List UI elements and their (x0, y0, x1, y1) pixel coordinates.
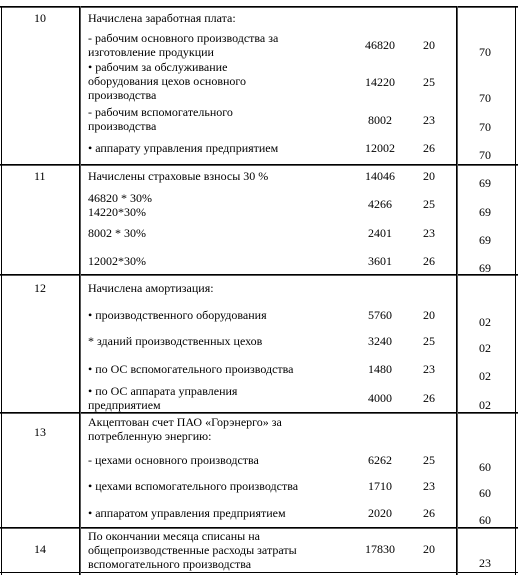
entry-credit: 69 (479, 233, 491, 247)
entry-debit: 26 (423, 254, 435, 268)
col-line (515, 6, 516, 575)
entry-amount: 1710 (368, 479, 392, 493)
col-line (1, 6, 2, 575)
entry-credit: 02 (479, 369, 491, 383)
entry-credit: 02 (479, 341, 491, 355)
entry-credit: 60 (479, 513, 491, 527)
entry-credit: 02 (479, 398, 491, 412)
entry-credit: 70 (479, 45, 491, 59)
entry-text: • по ОС аппарата управления предприятием (88, 384, 238, 412)
entry-credit: 70 (479, 91, 491, 105)
entry-debit: 20 (423, 38, 435, 52)
entry-amount: 2020 (368, 506, 392, 520)
entry-amount: 3240 (368, 334, 392, 348)
entry-amount: 4266 (368, 197, 392, 211)
entry-amount: 6262 (368, 453, 392, 467)
entry-debit: 23 (423, 113, 435, 127)
entry-debit: 25 (423, 75, 435, 89)
entry-amount: 1480 (368, 362, 392, 376)
entry-text: - цехами основного производства (88, 453, 259, 467)
entry-text: • аппарату управления предприятием (88, 141, 279, 155)
row-heading: По окончании месяца списаны на общепроизводственные расходы затраты вспомогательного производства (88, 529, 297, 571)
col-line (80, 6, 81, 575)
entry-amount: 46820 (365, 38, 395, 52)
entry-debit: 25 (423, 453, 435, 467)
table-border-top-2 (0, 7, 518, 8)
entry-text: 8002 * 30% (88, 226, 146, 240)
row-divider (0, 413, 518, 414)
row-number: 14 (34, 542, 46, 556)
entry-amount: 3601 (368, 254, 392, 268)
entry-text: 14220*30% (88, 205, 146, 219)
entry-credit: 60 (479, 460, 491, 474)
entry-credit: 69 (479, 176, 491, 190)
entry-debit: 23 (423, 226, 435, 240)
entry-debit: 26 (423, 506, 435, 520)
entry-credit: 23 (479, 556, 491, 570)
table-border-bottom (0, 572, 518, 573)
entry-text: - рабочим вспомогательного производства (88, 105, 233, 133)
entry-text: - рабочим основного производства за изготовление продукции (88, 31, 279, 59)
entry-credit: 70 (479, 148, 491, 162)
entry-debit: 20 (423, 308, 435, 322)
entry-text: 46820 * 30% (88, 191, 152, 205)
entry-amount: 4000 (368, 391, 392, 405)
entry-text: 12002*30% (88, 254, 146, 268)
row-number: 13 (34, 425, 46, 439)
entry-credit: 60 (479, 486, 491, 500)
entry-debit: 26 (423, 391, 435, 405)
row-number: 11 (34, 169, 46, 183)
row-divider (0, 165, 518, 166)
entry-amount: 17830 (365, 542, 395, 556)
entry-credit: 02 (479, 315, 491, 329)
entry-debit: 23 (423, 362, 435, 376)
entry-debit: 20 (423, 169, 435, 183)
entry-amount: 5760 (368, 308, 392, 322)
entry-text: • по ОС вспомогательного производства (88, 362, 294, 376)
entry-credit: 69 (479, 205, 491, 219)
entry-credit: 70 (479, 120, 491, 134)
entry-debit: 20 (423, 542, 435, 556)
entry-amount: 14220 (365, 75, 395, 89)
entry-amount: 14046 (365, 169, 395, 183)
row-heading: Начислена амортизация: (88, 281, 214, 295)
entry-debit: 25 (423, 197, 435, 211)
row-heading: Акцептован счет ПАО «Горэнерго» за потребленную энергию: (88, 415, 282, 443)
entry-debit: 26 (423, 141, 435, 155)
entry-text: * зданий производственных цехов (88, 334, 263, 348)
row-divider (0, 275, 518, 276)
entry-text: • аппаратом управления предприятием (88, 506, 286, 520)
row-number: 10 (34, 11, 46, 25)
entry-debit: 23 (423, 479, 435, 493)
entry-amount: 2401 (368, 226, 392, 240)
row-heading: Начислены страховые взносы 30 % (88, 169, 269, 183)
entry-text: • рабочим за обслуживание оборудования цехов основного производства (88, 60, 247, 102)
entry-credit: 69 (479, 261, 491, 275)
row-heading: Начислена заработная плата: (88, 11, 236, 25)
entry-amount: 8002 (368, 113, 392, 127)
row-number: 12 (34, 281, 46, 295)
entry-debit: 25 (423, 334, 435, 348)
entry-amount: 12002 (365, 141, 395, 155)
entry-text: • производственного оборудования (88, 308, 267, 322)
entry-text: • цехами вспомогательного производства (88, 479, 299, 493)
col-line (457, 6, 458, 575)
